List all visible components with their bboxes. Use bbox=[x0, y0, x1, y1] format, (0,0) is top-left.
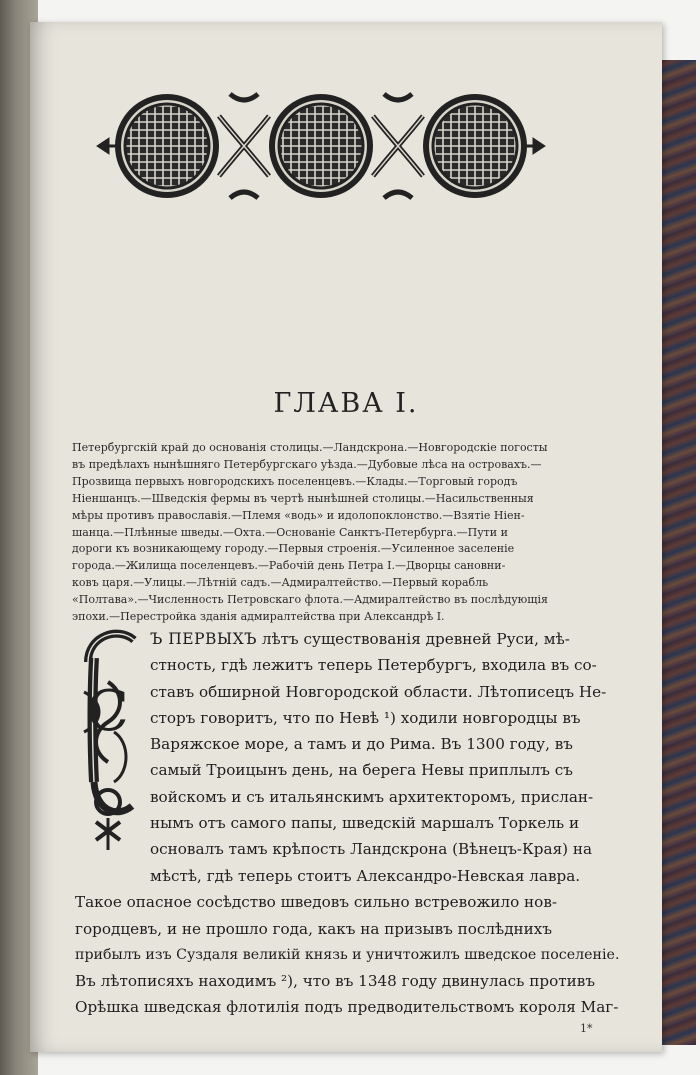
body-line: мѣстѣ, гдѣ теперь стоитъ Александро-Невская лавра. bbox=[150, 867, 581, 885]
body-line: Орѣшка шведская флотилія подъ предводительствомъ короля Маг- bbox=[75, 998, 619, 1017]
body-line: Такое опасное сосѣдство шведовъ сильно встревожило нов- bbox=[75, 893, 557, 912]
opening-line-rest: лѣтъ существованія древней Руси, мѣ- bbox=[257, 630, 570, 648]
body-line: самый Троицынъ день, на берега Невы приплылъ съ bbox=[150, 761, 573, 780]
body-line: нымъ отъ самого папы, шведскій маршалъ Торкель и bbox=[150, 814, 580, 833]
summary-line: Ніеншанцъ.—Шведскія фермы въ чертѣ нынѣшней столицы.—Насильственныя bbox=[72, 491, 534, 505]
body-line bbox=[150, 626, 620, 652]
body-line: Въ лѣтописяхъ находимъ ²), что въ 1348 году двинулась противъ bbox=[75, 972, 595, 991]
body-line: стность, гдѣ лежитъ теперь Петербургъ, входила въ со- bbox=[150, 656, 597, 675]
body-text-full bbox=[75, 863, 621, 1021]
summary-line: шанца.—Плѣнные шведы.—Охта.—Основаніе Санктъ-Петербурга.—Пути и bbox=[72, 525, 508, 539]
body-line: прибылъ изъ Суздаля великій князь и уничтожилъ шведское поселеніе. bbox=[75, 946, 620, 963]
summary-line: ковъ царя.—Улицы.—Лѣтній садъ.—Адмиралтейство.—Первый корабль bbox=[72, 576, 489, 590]
summary-line: «Полтава».—Численность Петровскаго флота.—Адмиралтейство въ послѣдующія bbox=[72, 593, 548, 607]
body-line: сторъ говоритъ, что по Невѣ ¹) ходили новгородцы въ bbox=[150, 708, 581, 727]
decorated-initial-letter bbox=[74, 622, 142, 852]
body-line: Варяжское море, а тамъ и до Рима. Въ 1300 году, въ bbox=[150, 735, 573, 754]
chapter-summary bbox=[72, 440, 620, 626]
body-line: войскомъ и съ итальянскимъ архитекторомъ, прислан- bbox=[150, 787, 594, 806]
summary-line: города.—Жилища поселенцевъ.—Рабочій день Петра I.—Дворцы сановни- bbox=[72, 559, 506, 573]
body-line: основалъ тамъ крѣпость Ландскрона (Вѣнецъ-Края) на bbox=[150, 840, 593, 859]
body-text-indented bbox=[150, 626, 620, 863]
summary-line: мѣры противъ православія.—Племя «водь» и идолопоклонство.—Взятіе Ніен- bbox=[72, 508, 525, 522]
signature-mark: 1* bbox=[580, 1022, 593, 1035]
body-line: городцевъ, и не прошло года, какъ на призывъ послѣднихъ bbox=[75, 919, 553, 938]
summary-line: Прозвища первыхъ новгородскихъ поселенцевъ.—Клады.—Торговый городъ bbox=[72, 474, 518, 488]
summary-line: дороги къ возникающему городу.—Первыя строенія.—Усиленное заселеніе bbox=[72, 542, 515, 556]
chapter-title: ГЛАВА I. bbox=[273, 388, 419, 419]
opening-words: Ъ ПЕРВЫХЪ bbox=[150, 630, 257, 648]
summary-line: Петербургскій край до основанія столицы.—Ландскрона.—Новгородскіе погосты bbox=[72, 441, 548, 454]
drop-cap-glyph: С bbox=[86, 679, 129, 744]
summary-line: въ предѣлахъ нынѣшняго Петербургскаго уѣзда.—Дубовые лѣса на островахъ.— bbox=[72, 457, 542, 471]
body-line: ставъ обширной Новгородской области. Лѣтописецъ Не- bbox=[150, 682, 607, 701]
summary-line: эпохи.—Перестройка зданія адмиралтейства при Александрѣ I. bbox=[72, 610, 445, 624]
celtic-knot-headpiece bbox=[95, 86, 547, 206]
